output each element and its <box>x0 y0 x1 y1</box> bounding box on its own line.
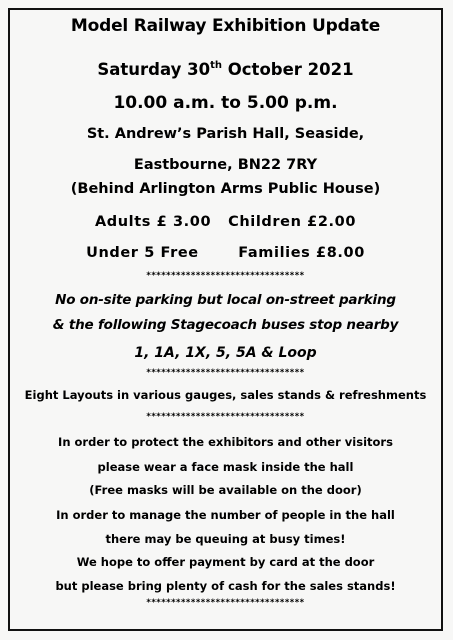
separator-1: ******************************** <box>146 271 305 281</box>
prices-line-1: Adults £ 3.00 Children £2.00 <box>94 214 357 230</box>
info-line-3: (Free masks will be available on the door) <box>89 483 362 497</box>
info-line-2: please wear a face mask inside the hall <box>97 460 354 474</box>
parking-line-2: & the following Stagecoach buses stop nearby <box>52 317 399 333</box>
info-line-1: In order to protect the exhibitors and other visitors <box>58 435 393 449</box>
prices-line-2: Under 5 Free Families £8.00 <box>86 245 365 261</box>
address-line-1: St. Andrew’s Parish Hall, Seaside, <box>86 126 365 142</box>
event-time: 10.00 a.m. to 5.00 p.m. <box>113 93 338 113</box>
poster-title: Model Railway Exhibition Update <box>70 16 381 36</box>
parking-line-1: No on-site parking but local on-street parking <box>55 292 396 308</box>
separator-2: ******************************** <box>146 368 305 378</box>
layouts-line: Eight Layouts in various gauges, sales stands & refreshments <box>24 388 427 402</box>
separator-3: ******************************** <box>146 412 305 422</box>
info-line-6: We hope to offer payment by card at the door <box>76 555 375 569</box>
event-date-ordinal: th <box>210 59 222 71</box>
separator-4: ******************************** <box>146 598 305 608</box>
event-date-day: Saturday 30 <box>97 60 211 79</box>
info-line-5: there may be queuing at busy times! <box>105 532 346 546</box>
event-date <box>8 60 443 79</box>
address-line-3: (Behind Arlington Arms Public House) <box>70 181 381 197</box>
info-line-4: In order to manage the number of people in the hall <box>56 508 395 522</box>
address-line-2: Eastbourne, BN22 7RY <box>133 157 318 173</box>
event-date-month-year: October 2021 <box>222 60 354 79</box>
bus-routes: 1, 1A, 1X, 5, 5A & Loop <box>134 345 317 361</box>
info-line-7: but please bring plenty of cash for the sales stands! <box>55 579 396 593</box>
